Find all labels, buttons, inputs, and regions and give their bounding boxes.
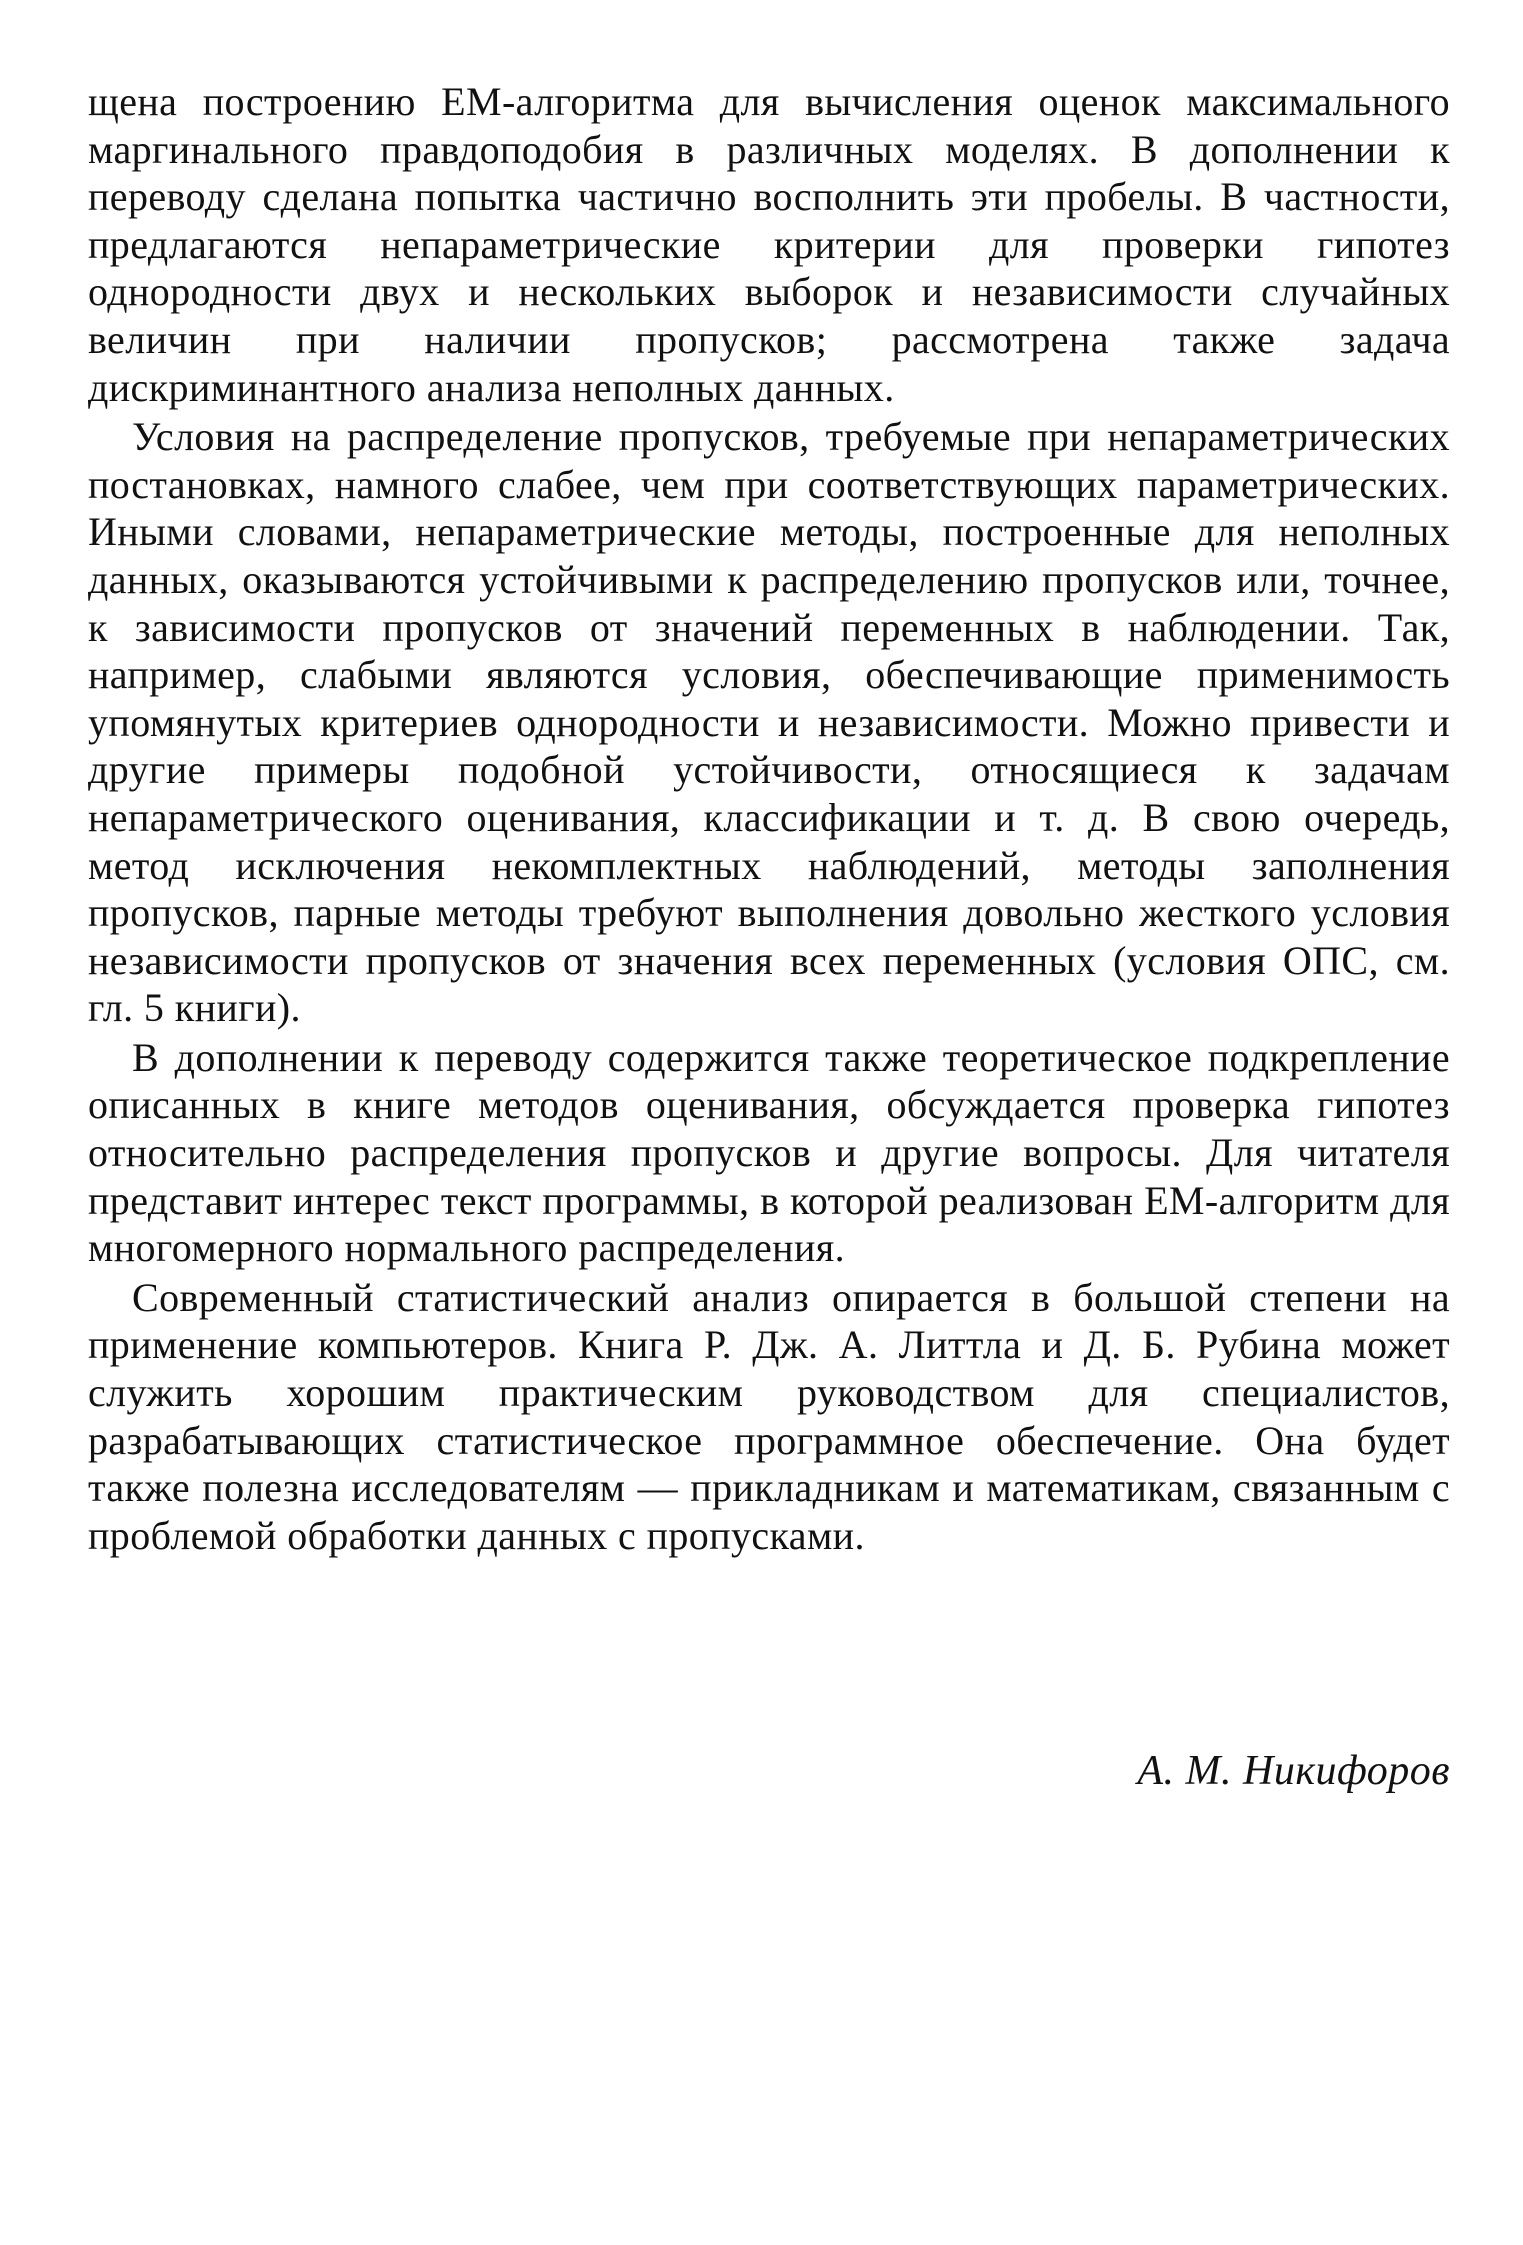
paragraph-1: щена построению ЕМ-алгоритма для вычисления оценок максимального маргинального правдоподобия в различных моделях. В дополнении к переводу сделана попытка частично восполнить эти пробелы. В частности, предлагаются непараметрические критерии для проверки гипотез однородности двух и нескольких выборок и независимости случайных величин при наличии пропусков; рассмотрена также задача дискриминантного анализа неполных данных. — [88, 79, 1450, 410]
document-body — [88, 78, 1450, 1559]
paragraph-2: Условия на распределение пропусков, требуемые при непараметрических постановках, намного слабее, чем при соответствующих параметрических. Иными словами, непараметрические методы, построенные для неполных данных, оказываются устойчивыми к распределению пропусков или, точнее, к зависимости пропусков от значений переменных в наблюдении. Так, например, слабыми являются условия, обеспечивающие применимость упомянутых критериев однородности и независимости. Можно привести и другие примеры подобной устойчивости, относящиеся к задачам непараметрического оценивания, классификации и т. д. В свою очередь, метод исключения некомплектных наблюдений, методы заполнения пропусков, парные методы требуют выполнения довольно жесткого условия независимости пропусков от значения всех переменных (условия ОПС, см. гл. 5 книги). — [88, 414, 1450, 1031]
paragraph-3: В дополнении к переводу содержится также теоретическое подкрепление описанных в книге методов оценивания, обсуждается проверка гипотез относительно распределения пропусков и другие вопросы. Для читателя представит интерес текст программы, в которой реализован ЕМ-алгоритм для многомерного нормального распределения. — [88, 1034, 1450, 1271]
author-signature: А. М. Никифоров — [1137, 1748, 1450, 1794]
paragraph-4: Современный статистический анализ опирается в большой степени на применение компьютеров. Книга Р. Дж. А. Литтла и Д. Б. Рубина может служить хорошим практическим руководством для специалистов, разрабатывающих статистическое программное обеспечение. Она будет также полезна исследователям — прикладникам и математикам, связанным с проблемой обработки данных с пропусками. — [88, 1274, 1450, 1558]
